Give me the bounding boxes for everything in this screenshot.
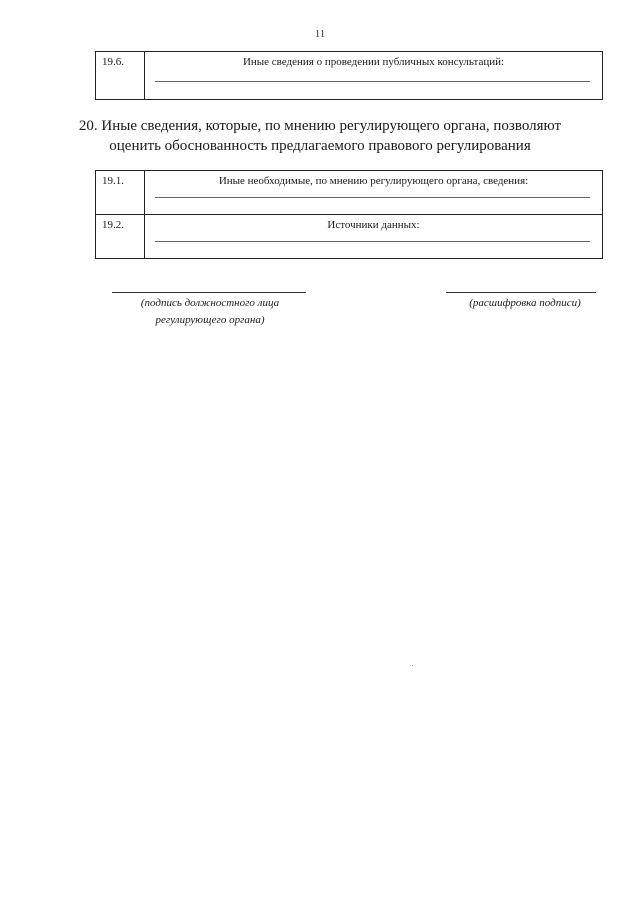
row-label: Источники данных: bbox=[327, 219, 420, 231]
table-row bbox=[96, 171, 603, 215]
row-content bbox=[145, 215, 603, 259]
scan-artifact bbox=[412, 665, 413, 666]
signature-caption-line-1: (подпись должностного лица bbox=[140, 297, 280, 309]
section-heading-line-1: 20. Иные сведения, которые, по мнению регулирующего органа, позволяют bbox=[78, 118, 562, 134]
section-heading bbox=[0, 116, 640, 156]
fill-in-line[interactable] bbox=[155, 241, 590, 242]
name-decryption-line[interactable] bbox=[446, 292, 596, 293]
fill-in-line[interactable] bbox=[155, 197, 590, 198]
fill-in-line[interactable] bbox=[155, 81, 590, 82]
row-label: Иные необходимые, по мнению регулирующего органа, сведения: bbox=[218, 175, 529, 187]
row-number: 19.1. bbox=[96, 171, 145, 215]
signature-line[interactable] bbox=[112, 292, 306, 293]
page-number: 11 bbox=[314, 28, 326, 40]
row-number: 19.6. bbox=[96, 52, 145, 100]
signature-caption bbox=[100, 295, 320, 329]
row-content bbox=[145, 171, 603, 215]
section-heading-line-2: оценить обоснованность предлагаемого правового регулирования bbox=[109, 138, 531, 154]
table-row bbox=[96, 215, 603, 259]
other-info-table bbox=[95, 170, 603, 259]
name-decryption-caption: (расшифровка подписи) bbox=[469, 297, 581, 309]
signature-caption-line-2: регулирующего органа) bbox=[155, 314, 265, 326]
public-consultations-table bbox=[95, 51, 603, 100]
row-content bbox=[145, 52, 603, 100]
table-row bbox=[96, 52, 603, 100]
row-label: Иные сведения о проведении публичных консультаций: bbox=[242, 56, 505, 68]
row-number: 19.2. bbox=[96, 215, 145, 259]
